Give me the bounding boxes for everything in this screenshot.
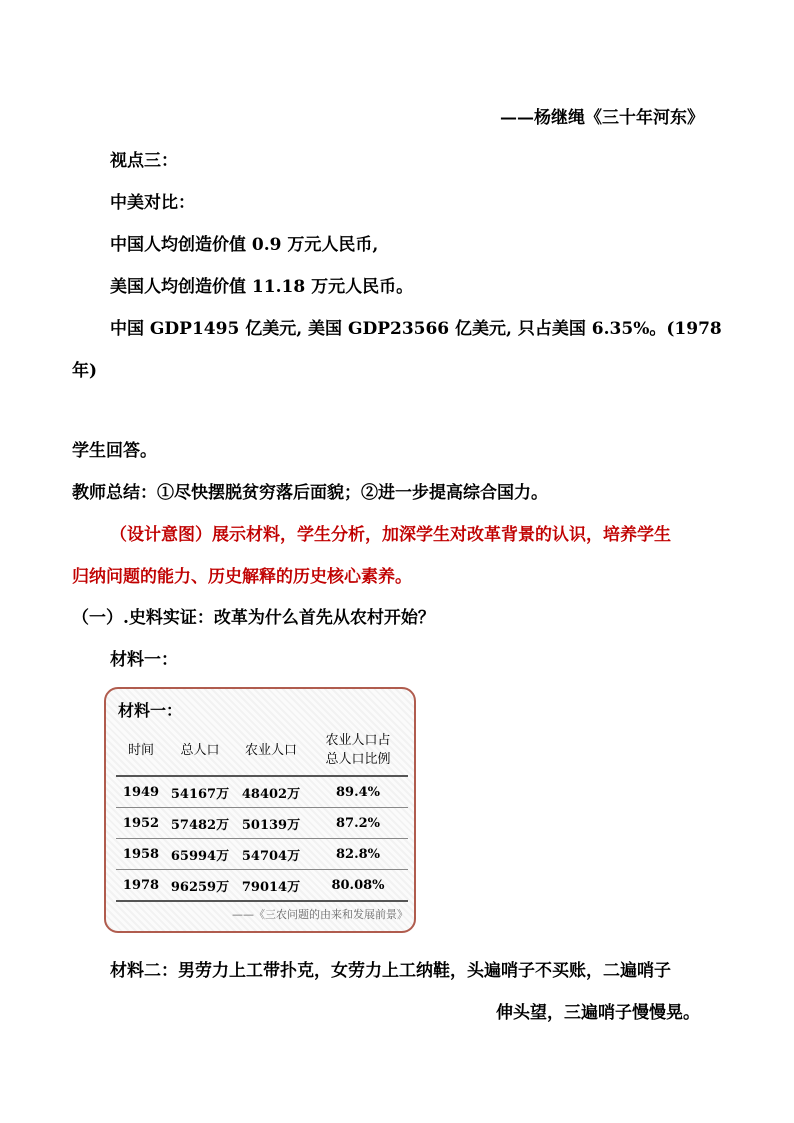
cell-ratio: 89.4% [308, 776, 408, 808]
cell-total: 65994万 [166, 839, 234, 870]
source-attribution: ——杨继绳《三十年河东》 [500, 108, 704, 128]
design-intent-line-1: （设计意图）展示材料，学生分析，加深学生对改革背景的认识，培养学生 [110, 525, 671, 545]
table-row [116, 870, 408, 902]
material-one-label: 材料一： [110, 650, 178, 670]
cell-year: 1958 [116, 839, 166, 870]
cell-year: 1952 [116, 808, 166, 839]
material-two-line-2: 伸头望，三遍哨子慢慢晃。 [496, 1003, 700, 1023]
header-agricultural-population: 农业人口 [234, 725, 308, 776]
design-intent-line-2: 归纳问题的能力、历史解释的历史核心素养。 [72, 567, 412, 587]
us-per-capita: 美国人均创造价值 11.18 万元人民币。 [110, 277, 414, 297]
cell-agricultural: 79014万 [234, 870, 308, 902]
table-row [116, 839, 408, 870]
material-table-box [104, 687, 416, 933]
header-total-population: 总人口 [166, 725, 234, 776]
section-heading: （一）.史料实证：改革为什么首先从农村开始？ [72, 608, 435, 628]
cell-total: 54167万 [166, 776, 234, 808]
cell-ratio: 82.8% [308, 839, 408, 870]
teacher-summary: 教师总结：①尽快摆脱贫穷落后面貌；②进一步提高综合国力。 [72, 483, 548, 503]
cell-total: 96259万 [166, 870, 234, 902]
view-three-label: 视点三： [110, 151, 178, 171]
header-year: 时间 [116, 725, 166, 776]
cell-total: 57482万 [166, 808, 234, 839]
cell-year: 1949 [116, 776, 166, 808]
china-per-capita: 中国人均创造价值 0.9 万元人民币, [110, 235, 379, 255]
comparison-title: 中美对比： [110, 193, 195, 213]
cell-agricultural: 54704万 [234, 839, 308, 870]
cell-year: 1978 [116, 870, 166, 902]
table-row [116, 808, 408, 839]
table-row [116, 776, 408, 808]
table-source-citation: ——《三农问题的由来和发展前景》 [232, 908, 408, 921]
gdp-comparison-line-2: 年) [72, 361, 98, 381]
cell-agricultural: 50139万 [234, 808, 308, 839]
header-agricultural-ratio: 农业人口占 总人口比例 [308, 725, 408, 776]
cell-agricultural: 48402万 [234, 776, 308, 808]
population-table [116, 725, 408, 902]
material-table-title: 材料一： [118, 701, 183, 720]
student-answer: 学生回答。 [72, 441, 157, 461]
gdp-comparison-line-1: 中国 GDP1495 亿美元, 美国 GDP23566 亿美元, 只占美国 6.35%。(1978 [110, 319, 722, 339]
table-header-row [116, 725, 408, 776]
cell-ratio: 80.08% [308, 870, 408, 902]
material-two-line-1: 材料二：男劳力上工带扑克，女劳力上工纳鞋，头遍哨子不买账，二遍哨子 [110, 961, 671, 981]
cell-ratio: 87.2% [308, 808, 408, 839]
